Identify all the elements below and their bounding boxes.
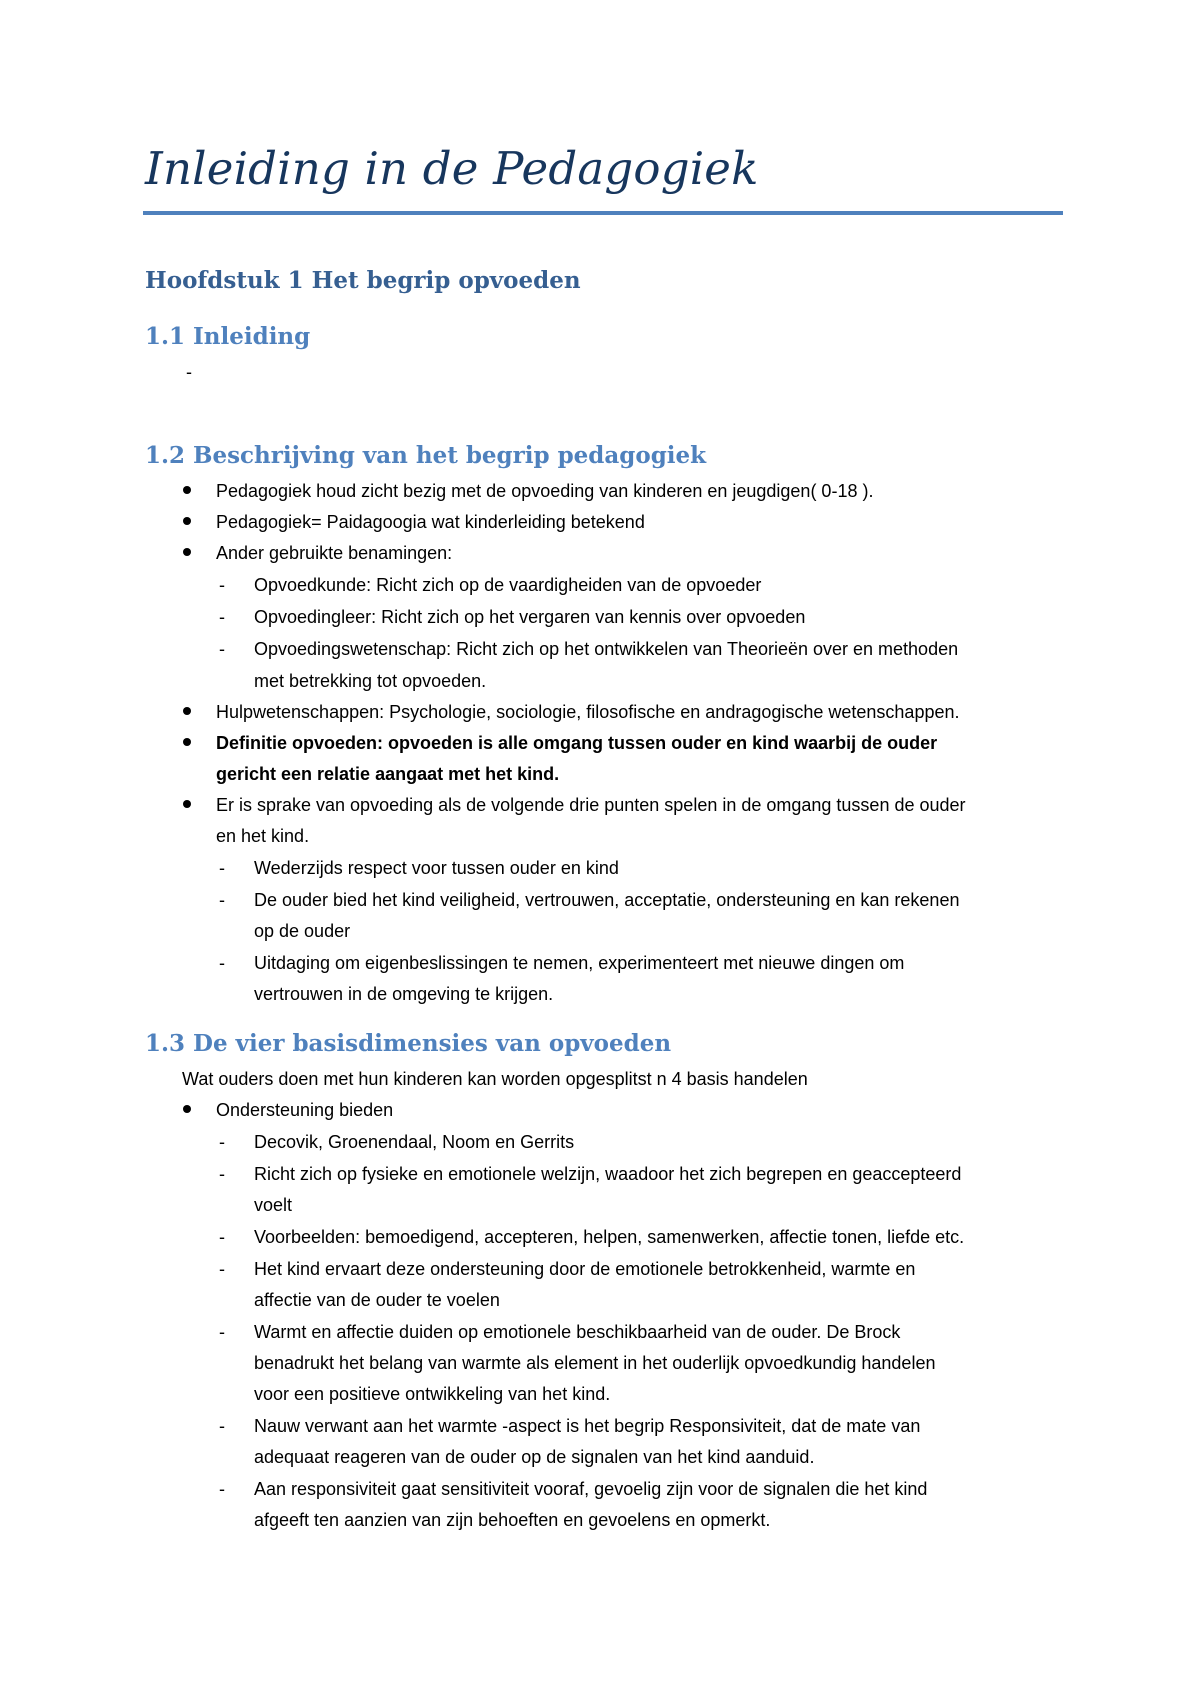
sub-list-item: Wederzijds respect voor tussen ouder en kind <box>254 858 619 878</box>
bullet-icon <box>183 800 191 808</box>
list-item: Pedagogiek houd zicht bezig met de opvoeding van kinderen en jeugdigen( 0-18 ). <box>216 481 874 501</box>
definition-item-continuation: gericht een relatie aangaat met het kind. <box>216 764 560 784</box>
definition-item: Definitie opvoeden: opvoeden is alle omgang tussen ouder en kind waarbij de ouder <box>216 733 938 753</box>
sub-list-item: Voorbeelden: bemoedigend, accepteren, helpen, samenwerken, affectie tonen, liefde etc. <box>254 1227 965 1247</box>
sub-list-item: Opvoedingswetenschap: Richt zich op het ontwikkelen van Theorieën over en methoden <box>254 639 959 659</box>
sub-list-item: Richt zich op fysieke en emotionele welzijn, waadoor het zich begrepen en geaccepteerd <box>254 1164 962 1184</box>
section-1-2-heading: 1.2 Beschrijving van het begrip pedagogiek <box>145 442 707 469</box>
sub-list-item: Uitdaging om eigenbeslissingen te nemen, experimenteert met nieuwe dingen om <box>254 953 905 973</box>
list-item: Ander gebruikte benamingen: <box>216 543 453 563</box>
bullet-icon <box>183 548 191 556</box>
list-item: Er is sprake van opvoeding als de volgende drie punten spelen in de omgang tussen de ouder <box>216 795 966 815</box>
section-1-1-heading: 1.1 Inleiding <box>145 323 311 350</box>
bullet-icon <box>183 486 191 494</box>
sub-list-item: Het kind ervaart deze ondersteuning door de emotionele betrokkenheid, warmte en <box>254 1259 916 1279</box>
bullet-icon <box>183 517 191 525</box>
dash-icon: - <box>219 1259 225 1279</box>
dash-icon: - <box>219 858 225 878</box>
sub-list-item: Aan responsiviteit gaat sensitiviteit vooraf, gevoelig zijn voor de signalen die het kind <box>254 1479 928 1499</box>
list-item: Hulpwetenschappen: Psychologie, sociologie, filosofische en andragogische wetenschappen. <box>216 702 960 722</box>
sub-list-item-continuation: adequaat reageren van de ouder op de signalen van het kind aanduid. <box>254 1447 815 1467</box>
dash-icon: - <box>219 1322 225 1342</box>
bullet-icon <box>183 738 191 746</box>
dash-icon: - <box>219 1479 225 1499</box>
sub-list-item-continuation: vertrouwen in de omgeving te krijgen. <box>254 984 554 1004</box>
empty-dash: - <box>186 362 192 382</box>
sub-list-item-continuation: op de ouder <box>254 921 351 941</box>
sub-list-item-continuation: voor een positieve ontwikkeling van het kind. <box>254 1384 611 1404</box>
dash-icon: - <box>219 1416 225 1436</box>
sub-list-item-continuation: benadrukt het belang van warmte als element in het ouderlijk opvoedkundig handelen <box>254 1353 936 1373</box>
dash-icon: - <box>219 607 225 627</box>
section-1-3-heading: 1.3 De vier basisdimensies van opvoeden <box>145 1030 672 1057</box>
sub-list-item-continuation: voelt <box>254 1195 293 1215</box>
dash-icon: - <box>219 1132 225 1152</box>
sub-list-item: Opvoedingleer: Richt zich op het vergaren van kennis over opvoeden <box>254 607 806 627</box>
dash-icon: - <box>219 890 225 910</box>
dash-icon: - <box>219 639 225 659</box>
list-item-continuation: en het kind. <box>216 826 310 846</box>
document-title: Inleiding in de Pedagogiek <box>145 142 759 195</box>
sub-list-item: Nauw verwant aan het warmte -aspect is het begrip Responsiviteit, dat de mate van <box>254 1416 921 1436</box>
sub-list-item: Opvoedkunde: Richt zich op de vaardigheiden van de opvoeder <box>254 575 762 595</box>
section-intro: Wat ouders doen met hun kinderen kan worden opgesplitst n 4 basis handelen <box>182 1069 808 1089</box>
bullet-icon <box>183 1105 191 1113</box>
sub-list-item: Decovik, Groenendaal, Noom en Gerrits <box>254 1132 575 1152</box>
dash-icon: - <box>219 575 225 595</box>
title-underline <box>143 211 1063 215</box>
dash-icon: - <box>219 953 225 973</box>
sub-list-item-continuation: afgeeft ten aanzien van zijn behoeften en gevoelens en opmerkt. <box>254 1510 771 1530</box>
dash-icon: - <box>219 1227 225 1247</box>
sub-list-item: De ouder bied het kind veiligheid, vertrouwen, acceptatie, ondersteuning en kan rekenen <box>254 890 960 910</box>
dash-icon: - <box>219 1164 225 1184</box>
sub-list-item-continuation: affectie van de ouder te voelen <box>254 1290 500 1310</box>
bullet-icon <box>183 707 191 715</box>
list-item: Ondersteuning bieden <box>216 1100 394 1120</box>
list-item: Pedagogiek= Paidagoogia wat kinderleiding betekend <box>216 512 645 532</box>
sub-list-item: Warmt en affectie duiden op emotionele beschikbaarheid van de ouder. De Brock <box>254 1322 901 1342</box>
sub-list-item-continuation: met betrekking tot opvoeden. <box>254 671 487 691</box>
chapter-heading: Hoofdstuk 1 Het begrip opvoeden <box>145 267 581 294</box>
